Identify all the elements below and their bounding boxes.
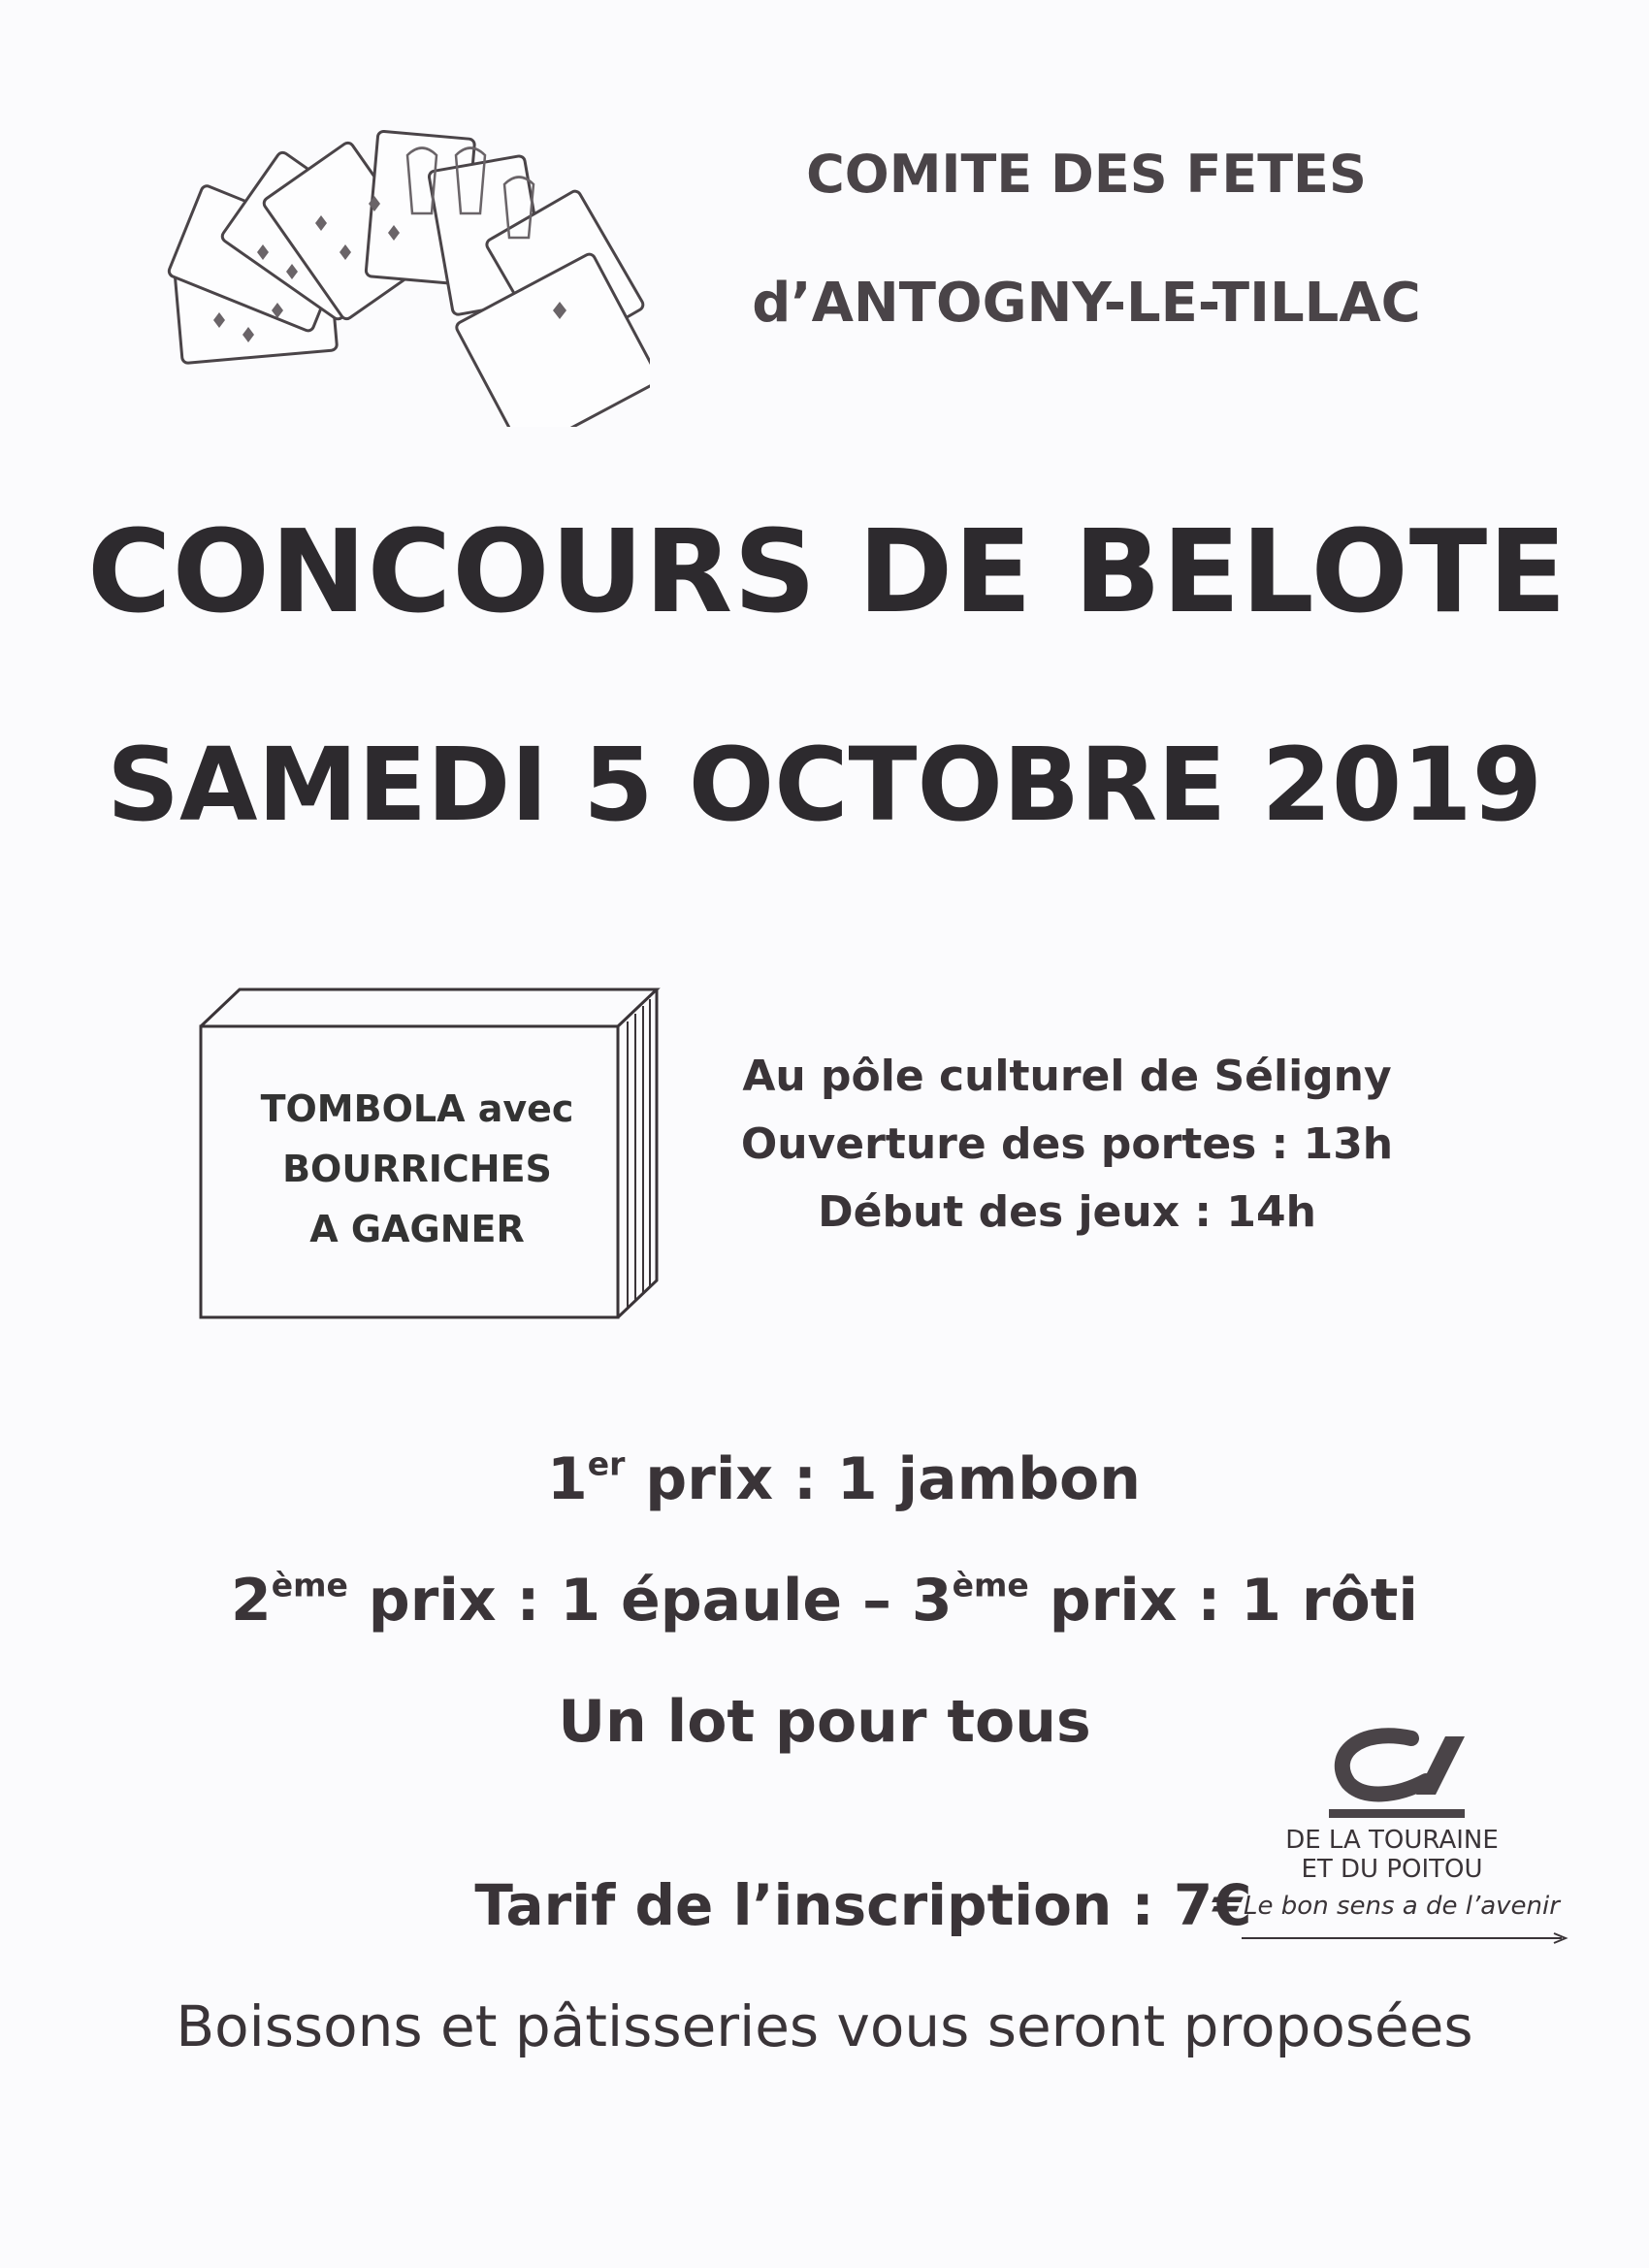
second-prize-rank: 2	[231, 1567, 272, 1635]
credit-agricole-logo-icon	[1319, 1717, 1474, 1824]
playing-cards-fan-icon	[146, 97, 650, 427]
tombola-text	[204, 1079, 630, 1259]
event-title: CONCOURS DE BELOTE	[87, 504, 1568, 638]
prize-for-all: Un lot pour tous	[558, 1688, 1091, 1756]
first-prize-sup: er	[587, 1444, 626, 1483]
first-prize	[349, 1445, 1339, 1513]
tagline-arrow-icon	[1242, 1930, 1571, 1946]
organizer-line-1: COMITE DES FETES	[806, 144, 1367, 205]
sponsor-region	[1232, 1826, 1552, 1884]
first-prize-rank: 1	[547, 1445, 588, 1513]
tombola-line-1: TOMBOLA avec	[260, 1087, 574, 1130]
third-prize-rank: 3	[911, 1567, 953, 1635]
registration-fee: Tarif de l’inscription : 7€	[474, 1872, 1252, 1938]
doors-text: Ouverture des portes : 13h	[740, 1119, 1394, 1169]
tombola-line-2: BOURRICHES	[282, 1148, 552, 1190]
second-prize-text: prix : 1 épaule –	[347, 1567, 912, 1635]
sponsor-tagline: Le bon sens a de l’avenir	[1244, 1892, 1560, 1921]
second-prize-sup: ème	[271, 1566, 348, 1604]
event-info	[718, 1043, 1416, 1247]
event-date: SAMEDI 5 OCTOBRE 2019	[107, 726, 1542, 844]
start-text: Début des jeux : 14h	[818, 1187, 1316, 1237]
venue-text: Au pôle culturel de Séligny	[742, 1052, 1392, 1101]
second-third-prize	[194, 1567, 1455, 1635]
sponsor-region-line-2: ET DU POITOU	[1301, 1855, 1483, 1884]
sponsor-region-line-1: DE LA TOURAINE	[1285, 1826, 1499, 1855]
organizer-line-2: d’ANTOGNY-LE-TILLAC	[752, 272, 1421, 335]
tombola-line-3: A GAGNER	[309, 1208, 525, 1250]
third-prize-sup: ème	[952, 1566, 1029, 1604]
first-prize-text: prix : 1 jambon	[625, 1445, 1141, 1513]
third-prize-text: prix : 1 rôti	[1028, 1567, 1418, 1635]
refreshments-text: Boissons et pâtisseries vous seront proposées	[176, 1993, 1473, 2059]
